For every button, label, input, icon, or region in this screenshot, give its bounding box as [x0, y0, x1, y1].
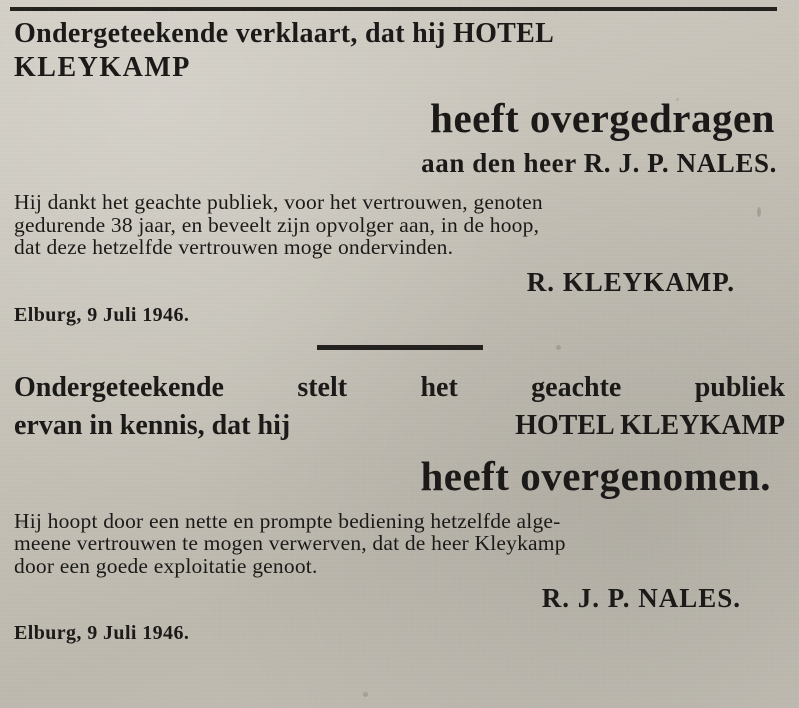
notice-two-lead-phrase-2: HOTEL KLEYKAMP — [515, 409, 785, 441]
notice-one-subhead: aan den heer R. J. P. NALES. — [421, 148, 777, 178]
paper-speck — [363, 692, 368, 697]
notice-two-lead-line-1 — [14, 372, 785, 404]
advertisement-content — [14, 0, 785, 645]
notice-two-lead-word-4: geachte — [531, 371, 622, 403]
notice-two-headline: heeft overgenomen. — [420, 452, 771, 499]
notice-one-lead-line-2: KLEYKAMP — [14, 52, 191, 83]
notice-one-headline: heeft overgedragen — [430, 95, 775, 141]
notice-two-dateline: Elburg, 9 Juli 1946. — [14, 622, 190, 645]
notice-two-lead-word-5: publiek — [694, 371, 785, 403]
notice-block-one — [14, 18, 785, 327]
middle-rule-divider — [317, 345, 483, 350]
notice-two-lead-phrase-1: ervan in kennis, dat hij — [14, 409, 291, 441]
notice-one-dateline: Elburg, 9 Juli 1946. — [14, 303, 190, 326]
notice-block-two — [14, 372, 785, 646]
notice-two-lead-word-2: stelt — [297, 371, 348, 403]
notice-two-body-line-1: Hij hoopt door een nette en prompte bediening hetzelfde alge- — [14, 508, 561, 533]
notice-two-body-line-3: door een goede exploitatie genoot. — [14, 553, 318, 578]
notice-one-signature: R. KLEYKAMP. — [526, 266, 735, 297]
notice-one-body-line-3: dat deze hetzelfde vertrouwen moge ondervinden. — [14, 235, 454, 260]
notice-one-body — [14, 191, 785, 259]
notice-one-body-line-2: gedurende 38 jaar, en beveelt zijn opvolger aan, in de hoop, — [14, 212, 540, 237]
notice-two-lead-line-2 — [14, 410, 785, 442]
notice-one-lead-line-1: Ondergeteekende verklaart, dat hij HOTEL — [14, 18, 555, 49]
notice-two-lead-word-1: Ondergeteekende — [14, 371, 224, 403]
notice-two-body-line-2: meene vertrouwen te mogen verwerven, dat de heer Kleykamp — [14, 531, 566, 556]
notice-two-body — [14, 510, 785, 578]
notice-two-signature: R. J. P. NALES. — [541, 583, 741, 614]
notice-one-body-line-1: Hij dankt het geachte publiek, voor het vertrouwen, genoten — [14, 190, 543, 214]
notice-two-lead-word-3: het — [420, 371, 458, 403]
